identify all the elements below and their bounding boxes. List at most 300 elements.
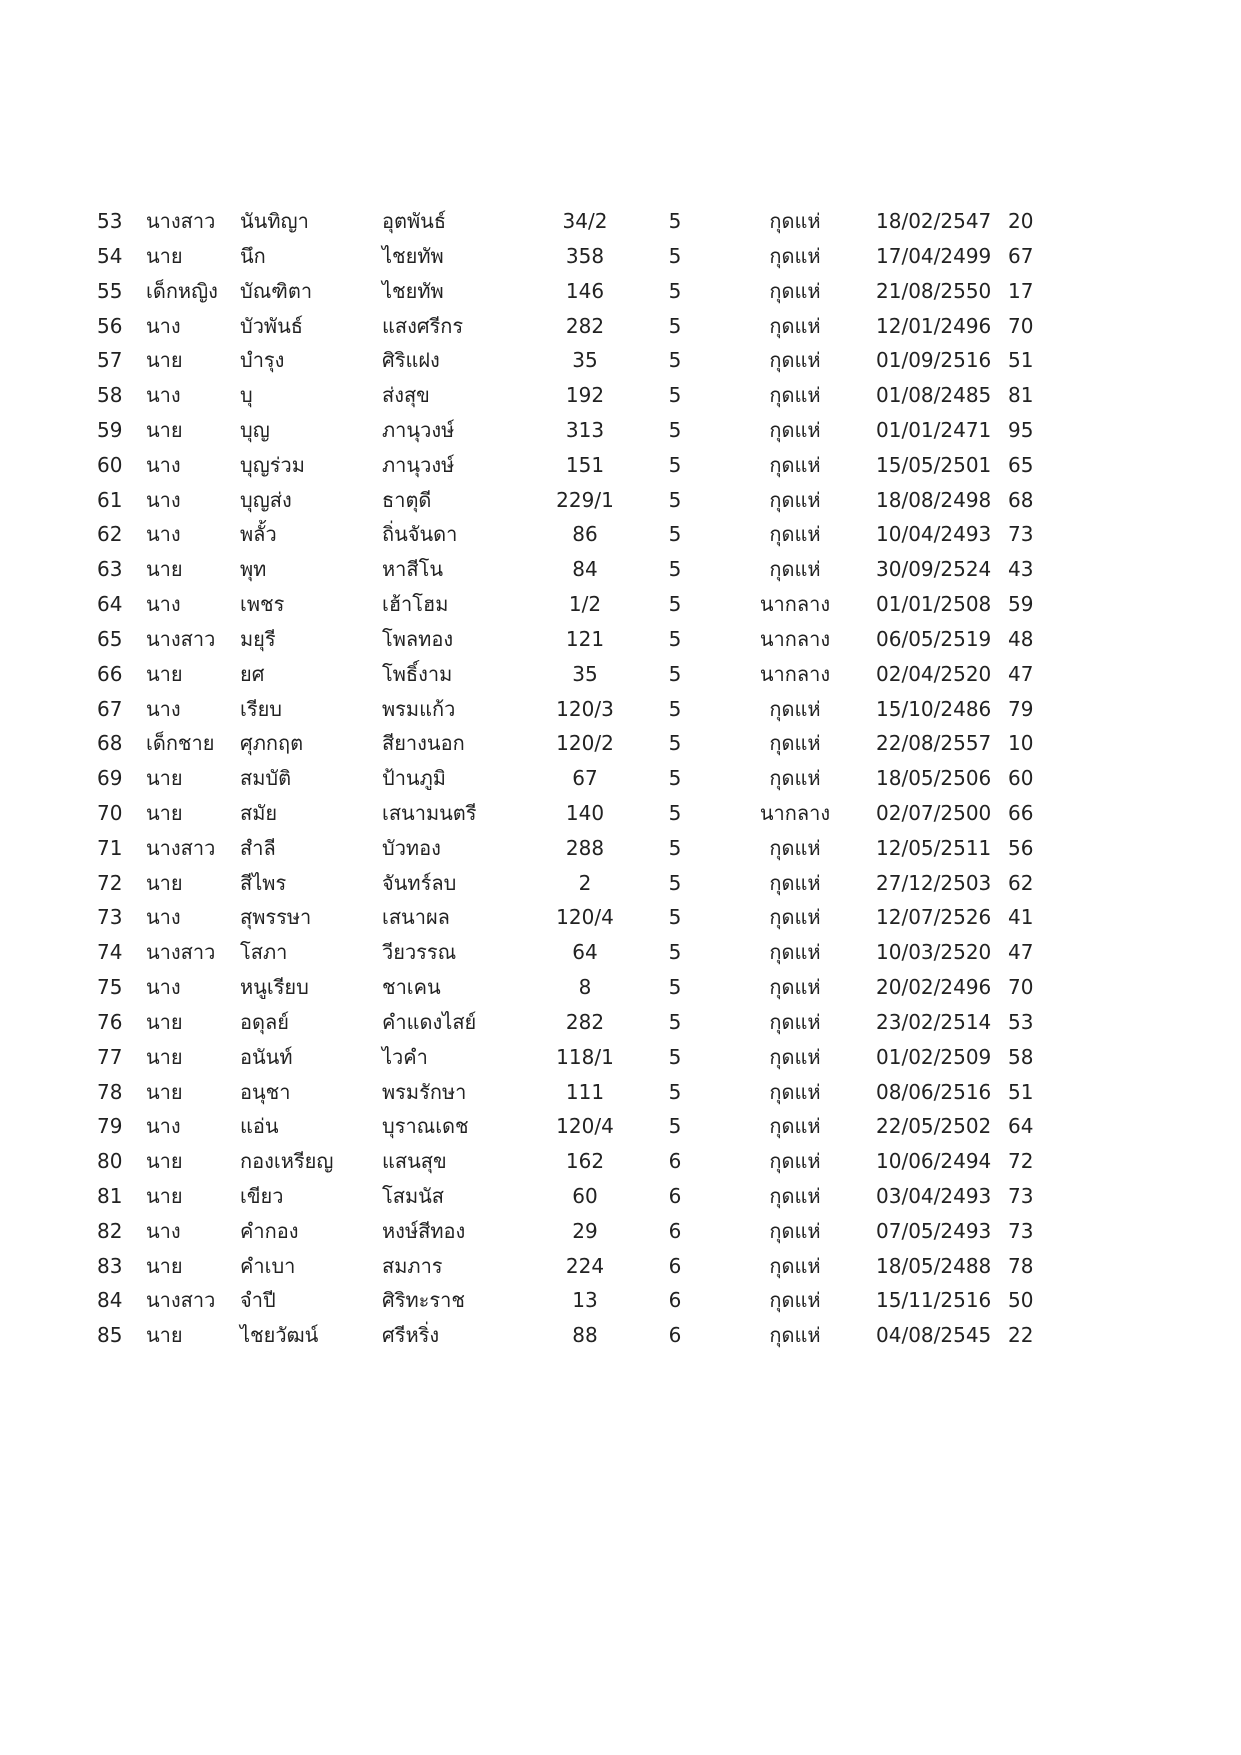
- village-name: กุดแห่: [769, 243, 821, 268]
- moo-number: 5: [668, 243, 682, 268]
- table-row: [0, 1316, 1241, 1355]
- date-of-birth: 18/02/2547: [876, 209, 992, 233]
- first-name: แอ่น: [240, 1114, 279, 1139]
- date-of-birth: 15/10/2486: [876, 696, 992, 721]
- name-title: นาง: [146, 1114, 181, 1139]
- row-number: 69: [97, 766, 123, 791]
- village-name: กุดแห่: [769, 348, 821, 373]
- name-title: นาย: [146, 243, 183, 268]
- name-title: นาย: [146, 870, 183, 895]
- name-title: นาง: [146, 313, 181, 338]
- table-row: [0, 550, 1241, 589]
- village-name: กุดแห่: [769, 278, 821, 303]
- name-title: นาง: [146, 487, 181, 512]
- date-of-birth: 27/12/2503: [876, 870, 992, 895]
- house-number: 192: [565, 383, 605, 408]
- last-name: ไชยทัพ: [382, 278, 444, 303]
- last-name: ศิริแฝง: [382, 348, 440, 373]
- table-row: [0, 1003, 1241, 1042]
- moo-number: 5: [668, 209, 682, 233]
- village-name: นากลาง: [759, 800, 831, 825]
- last-name: แสงศรีกร: [382, 313, 464, 338]
- last-name: โพธิ์งาม: [382, 661, 453, 686]
- age: 53: [1008, 1009, 1034, 1034]
- row-number: 75: [97, 975, 123, 999]
- date-of-birth: 21/08/2550: [876, 278, 992, 303]
- house-number: 121: [565, 626, 605, 651]
- first-name: สำลี: [240, 835, 276, 860]
- age: 59: [1008, 592, 1034, 616]
- house-number: 282: [565, 1009, 605, 1034]
- table-row: [0, 1142, 1241, 1181]
- date-of-birth: 12/07/2526: [876, 905, 992, 930]
- village-name: นากลาง: [759, 626, 831, 651]
- date-of-birth: 20/02/2496: [876, 975, 992, 999]
- moo-number: 5: [668, 696, 682, 721]
- last-name: เสนามนตรี: [382, 800, 477, 825]
- age: 95: [1008, 417, 1034, 442]
- moo-number: 6: [668, 1323, 682, 1348]
- moo-number: 5: [668, 731, 682, 756]
- age: 50: [1008, 1288, 1034, 1313]
- row-number: 54: [97, 243, 123, 268]
- moo-number: 5: [668, 452, 682, 477]
- moo-number: 6: [668, 1253, 682, 1278]
- first-name: บุญ: [240, 417, 270, 442]
- row-number: 79: [97, 1114, 123, 1139]
- last-name: ส่งสุข: [382, 383, 430, 408]
- house-number: 35: [572, 348, 598, 373]
- house-number: 8: [578, 975, 592, 999]
- name-title: นาย: [146, 1184, 183, 1208]
- village-name: กุดแห่: [769, 731, 821, 756]
- last-name: เฮ้าโฮม: [382, 592, 449, 616]
- last-name: พรมรักษา: [382, 1079, 467, 1104]
- table-row: [0, 1212, 1241, 1251]
- last-name: ไชยทัพ: [382, 243, 444, 268]
- row-number: 57: [97, 348, 123, 373]
- village-name: นากลาง: [759, 592, 831, 616]
- house-number: 88: [572, 1323, 598, 1348]
- date-of-birth: 30/09/2524: [876, 557, 992, 582]
- house-number: 313: [565, 417, 605, 442]
- table-row: [0, 376, 1241, 415]
- first-name: นันทิญา: [240, 209, 309, 233]
- first-name: เรียบ: [240, 696, 282, 721]
- row-number: 63: [97, 557, 123, 582]
- first-name: นึก: [240, 243, 266, 268]
- name-title: นางสาว: [146, 835, 216, 860]
- house-number: 282: [565, 313, 605, 338]
- moo-number: 6: [668, 1184, 682, 1208]
- age: 81: [1008, 383, 1034, 408]
- row-number: 83: [97, 1253, 123, 1278]
- first-name: คำกอง: [240, 1218, 299, 1243]
- village-name: นากลาง: [759, 661, 831, 686]
- house-number: 120/4: [556, 1114, 614, 1139]
- last-name: ธาตุดี: [382, 487, 432, 512]
- village-name: กุดแห่: [769, 1079, 821, 1104]
- moo-number: 5: [668, 417, 682, 442]
- age: 41: [1008, 905, 1034, 930]
- table-row: [0, 898, 1241, 937]
- name-title: นาย: [146, 800, 183, 825]
- table-row: [0, 1073, 1241, 1112]
- first-name: ไชยวัฒน์: [240, 1323, 319, 1348]
- age: 17: [1008, 278, 1034, 303]
- date-of-birth: 15/05/2501: [876, 452, 992, 477]
- last-name: เสนาผล: [382, 905, 450, 930]
- age: 58: [1008, 1044, 1034, 1069]
- row-number: 74: [97, 940, 123, 965]
- age: 56: [1008, 835, 1034, 860]
- age: 70: [1008, 975, 1034, 999]
- row-number: 56: [97, 313, 123, 338]
- village-name: กุดแห่: [769, 870, 821, 895]
- village-name: กุดแห่: [769, 940, 821, 965]
- date-of-birth: 01/09/2516: [876, 348, 992, 373]
- date-of-birth: 22/05/2502: [876, 1114, 992, 1139]
- village-name: กุดแห่: [769, 383, 821, 408]
- name-title: เด็กหญิง: [146, 278, 218, 303]
- date-of-birth: 08/06/2516: [876, 1079, 992, 1104]
- date-of-birth: 12/01/2496: [876, 313, 992, 338]
- village-name: กุดแห่: [769, 1218, 821, 1243]
- table-row: [0, 690, 1241, 729]
- row-number: 59: [97, 417, 123, 442]
- last-name: หงษ์สีทอง: [382, 1218, 466, 1243]
- date-of-birth: 01/02/2509: [876, 1044, 992, 1069]
- first-name: สุพรรษา: [240, 905, 312, 930]
- table-row: [0, 341, 1241, 380]
- row-number: 58: [97, 383, 123, 408]
- moo-number: 5: [668, 348, 682, 373]
- moo-number: 5: [668, 1009, 682, 1034]
- first-name: อนุชา: [240, 1079, 291, 1104]
- first-name: หนูเรียบ: [240, 975, 309, 999]
- date-of-birth: 03/04/2493: [876, 1184, 992, 1208]
- village-name: กุดแห่: [769, 766, 821, 791]
- first-name: เขียว: [240, 1184, 284, 1208]
- first-name: บุญส่ง: [240, 487, 292, 512]
- row-number: 80: [97, 1149, 123, 1174]
- age: 73: [1008, 1218, 1034, 1243]
- age: 68: [1008, 487, 1034, 512]
- moo-number: 5: [668, 487, 682, 512]
- first-name: เพชร: [240, 592, 285, 616]
- house-number: 224: [565, 1253, 605, 1278]
- village-name: กุดแห่: [769, 1288, 821, 1313]
- age: 79: [1008, 696, 1034, 721]
- age: 22: [1008, 1323, 1034, 1348]
- table-row: [0, 829, 1241, 868]
- last-name: ศรีหริ่ง: [382, 1323, 440, 1348]
- date-of-birth: 02/07/2500: [876, 800, 992, 825]
- name-title: นางสาว: [146, 1288, 216, 1313]
- house-number: 151: [565, 452, 605, 477]
- first-name: ยศ: [240, 661, 265, 686]
- house-number: 64: [572, 940, 598, 965]
- name-title: นาย: [146, 348, 183, 373]
- table-row: [0, 759, 1241, 798]
- last-name: ภานุวงษ์: [382, 417, 455, 442]
- village-name: กุดแห่: [769, 1009, 821, 1034]
- last-name: ชาเคน: [382, 975, 441, 999]
- age: 64: [1008, 1114, 1034, 1139]
- house-number: 120/4: [556, 905, 614, 930]
- village-name: กุดแห่: [769, 557, 821, 582]
- village-name: กุดแห่: [769, 522, 821, 547]
- village-name: กุดแห่: [769, 452, 821, 477]
- name-title: เด็กชาย: [146, 731, 215, 756]
- house-number: 34/2: [562, 209, 608, 233]
- house-number: 288: [565, 835, 605, 860]
- first-name: พุท: [240, 557, 267, 582]
- table-row: [0, 1038, 1241, 1077]
- date-of-birth: 10/03/2520: [876, 940, 992, 965]
- moo-number: 5: [668, 1044, 682, 1069]
- name-title: นาย: [146, 1044, 183, 1069]
- row-number: 82: [97, 1218, 123, 1243]
- last-name: อุตพันธ์: [382, 209, 447, 233]
- house-number: 118/1: [556, 1044, 614, 1069]
- row-number: 67: [97, 696, 123, 721]
- village-name: กุดแห่: [769, 1114, 821, 1139]
- first-name: มยุรี: [240, 626, 276, 651]
- table-row: [0, 620, 1241, 659]
- moo-number: 5: [668, 800, 682, 825]
- date-of-birth: 18/08/2498: [876, 487, 992, 512]
- last-name: สมภาร: [382, 1253, 443, 1278]
- house-number: 162: [565, 1149, 605, 1174]
- moo-number: 5: [668, 313, 682, 338]
- name-title: นางสาว: [146, 209, 216, 233]
- last-name: จันทร์ลบ: [382, 870, 457, 895]
- date-of-birth: 17/04/2499: [876, 243, 992, 268]
- house-number: 120/3: [556, 696, 614, 721]
- first-name: จำปี: [240, 1288, 276, 1313]
- row-number: 66: [97, 661, 123, 686]
- row-number: 60: [97, 452, 123, 477]
- name-title: นาง: [146, 592, 181, 616]
- first-name: พลั้ว: [240, 522, 277, 547]
- first-name: บำรุง: [240, 348, 285, 373]
- name-title: นาย: [146, 1009, 183, 1034]
- name-title: นาย: [146, 557, 183, 582]
- moo-number: 5: [668, 522, 682, 547]
- row-number: 84: [97, 1288, 123, 1313]
- date-of-birth: 01/01/2508: [876, 592, 992, 616]
- row-number: 76: [97, 1009, 123, 1034]
- last-name: ถิ่นจันดา: [382, 522, 458, 547]
- last-name: ศิริทะราช: [382, 1288, 465, 1313]
- date-of-birth: 02/04/2520: [876, 661, 992, 686]
- table-row: [0, 237, 1241, 276]
- last-name: แสนสุข: [382, 1149, 447, 1174]
- first-name: บุญร่วม: [240, 452, 305, 477]
- table-row: [0, 1177, 1241, 1216]
- first-name: อดุลย์: [240, 1009, 289, 1034]
- name-title: นาง: [146, 905, 181, 930]
- moo-number: 5: [668, 870, 682, 895]
- moo-number: 5: [668, 940, 682, 965]
- date-of-birth: 23/02/2514: [876, 1009, 992, 1034]
- name-title: นาง: [146, 696, 181, 721]
- moo-number: 5: [668, 1114, 682, 1139]
- house-number: 140: [565, 800, 605, 825]
- table-row: [0, 515, 1241, 554]
- house-number: 229/1: [556, 487, 614, 512]
- age: 62: [1008, 870, 1034, 895]
- first-name: บัณฑิตา: [240, 278, 313, 303]
- row-number: 72: [97, 870, 123, 895]
- first-name: บุ: [240, 383, 253, 408]
- name-title: นาย: [146, 1149, 183, 1174]
- name-title: นาย: [146, 1323, 183, 1348]
- age: 51: [1008, 348, 1034, 373]
- age: 48: [1008, 626, 1034, 651]
- date-of-birth: 01/01/2471: [876, 417, 992, 442]
- house-number: 84: [572, 557, 598, 582]
- table-row: [0, 481, 1241, 520]
- date-of-birth: 01/08/2485: [876, 383, 992, 408]
- name-title: นาง: [146, 975, 181, 999]
- last-name: ป้านภูมิ: [382, 766, 446, 791]
- last-name: สียางนอก: [382, 731, 465, 756]
- age: 72: [1008, 1149, 1034, 1174]
- table-row: [0, 794, 1241, 833]
- moo-number: 6: [668, 1288, 682, 1313]
- table-row: [0, 585, 1241, 624]
- house-number: 29: [572, 1218, 598, 1243]
- house-number: 358: [565, 243, 605, 268]
- table-row: [0, 1107, 1241, 1146]
- village-name: กุดแห่: [769, 696, 821, 721]
- house-number: 2: [578, 870, 592, 895]
- village-name: กุดแห่: [769, 1184, 821, 1208]
- last-name: โสมนัส: [382, 1184, 445, 1208]
- first-name: สมบัติ: [240, 766, 292, 791]
- last-name: พรมแก้ว: [382, 696, 456, 721]
- village-name: กุดแห่: [769, 905, 821, 930]
- moo-number: 5: [668, 278, 682, 303]
- age: 73: [1008, 1184, 1034, 1208]
- first-name: สมัย: [240, 800, 278, 825]
- moo-number: 5: [668, 592, 682, 616]
- age: 70: [1008, 313, 1034, 338]
- last-name: หาสีโน: [382, 557, 444, 582]
- moo-number: 5: [668, 975, 682, 999]
- row-number: 78: [97, 1079, 123, 1104]
- table-row: [0, 724, 1241, 763]
- age: 47: [1008, 661, 1034, 686]
- moo-number: 5: [668, 766, 682, 791]
- name-title: นาง: [146, 383, 181, 408]
- date-of-birth: 04/08/2545: [876, 1323, 992, 1348]
- last-name: โพลทอง: [382, 626, 454, 651]
- village-name: กุดแห่: [769, 975, 821, 999]
- row-number: 81: [97, 1184, 123, 1208]
- house-number: 1/2: [568, 592, 602, 616]
- house-number: 111: [565, 1079, 605, 1104]
- row-number: 53: [97, 209, 123, 233]
- row-number: 73: [97, 905, 123, 930]
- moo-number: 6: [668, 1149, 682, 1174]
- moo-number: 6: [668, 1218, 682, 1243]
- name-title: นาย: [146, 417, 183, 442]
- house-number: 60: [572, 1184, 598, 1208]
- table-row: [0, 655, 1241, 694]
- village-name: กุดแห่: [769, 417, 821, 442]
- moo-number: 5: [668, 661, 682, 686]
- date-of-birth: 07/05/2493: [876, 1218, 992, 1243]
- row-number: 64: [97, 592, 123, 616]
- table-row: [0, 933, 1241, 972]
- age: 73: [1008, 522, 1034, 547]
- last-name: บัวทอง: [382, 835, 441, 860]
- moo-number: 5: [668, 905, 682, 930]
- village-name: กุดแห่: [769, 1044, 821, 1069]
- date-of-birth: 15/11/2516: [876, 1288, 992, 1313]
- row-number: 65: [97, 626, 123, 651]
- table-row: [0, 202, 1241, 241]
- name-title: นาย: [146, 1079, 183, 1104]
- moo-number: 5: [668, 557, 682, 582]
- row-number: 55: [97, 278, 123, 303]
- name-title: นางสาว: [146, 940, 216, 965]
- first-name: กองเหรียญ: [240, 1149, 334, 1174]
- name-title: นาง: [146, 522, 181, 547]
- date-of-birth: 06/05/2519: [876, 626, 992, 651]
- village-name: กุดแห่: [769, 835, 821, 860]
- table-row: [0, 1247, 1241, 1286]
- table-row: [0, 1281, 1241, 1320]
- first-name: บัวพันธ์: [240, 313, 303, 338]
- moo-number: 5: [668, 626, 682, 651]
- last-name: วียวรรณ: [382, 940, 457, 965]
- age: 66: [1008, 800, 1034, 825]
- village-name: กุดแห่: [769, 487, 821, 512]
- date-of-birth: 22/08/2557: [876, 731, 992, 756]
- village-name: กุดแห่: [769, 1323, 821, 1348]
- table-row: [0, 272, 1241, 311]
- age: 10: [1008, 731, 1034, 756]
- age: 47: [1008, 940, 1034, 965]
- table-row: [0, 411, 1241, 450]
- age: 43: [1008, 557, 1034, 582]
- last-name: คำแดงไสย์: [382, 1009, 477, 1034]
- date-of-birth: 12/05/2511: [876, 835, 992, 860]
- last-name: ภานุวงษ์: [382, 452, 455, 477]
- row-number: 85: [97, 1323, 123, 1348]
- row-number: 77: [97, 1044, 123, 1069]
- first-name: โสภา: [240, 940, 288, 965]
- village-name: กุดแห่: [769, 1149, 821, 1174]
- house-number: 67: [572, 766, 598, 791]
- name-title: นาง: [146, 1218, 181, 1243]
- moo-number: 5: [668, 383, 682, 408]
- date-of-birth: 10/04/2493: [876, 522, 992, 547]
- age: 65: [1008, 452, 1034, 477]
- village-name: กุดแห่: [769, 1253, 821, 1278]
- house-number: 86: [572, 522, 598, 547]
- row-number: 70: [97, 800, 123, 825]
- age: 67: [1008, 243, 1034, 268]
- house-number: 13: [572, 1288, 598, 1313]
- age: 78: [1008, 1253, 1034, 1278]
- village-name: กุดแห่: [769, 209, 821, 233]
- table-row: [0, 307, 1241, 346]
